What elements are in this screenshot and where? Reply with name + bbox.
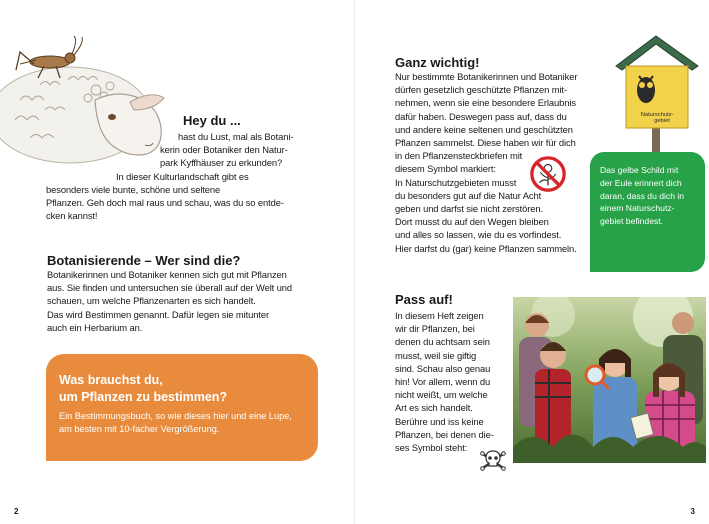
wichtig-line: Dort musst du auf den Wegen bleiben <box>395 216 549 228</box>
intro-line: park Kyffhäuser zu erkunden? <box>160 157 283 169</box>
left-page <box>0 0 354 524</box>
tip-box-title <box>59 372 227 406</box>
sign-label-line: gebiet <box>654 118 670 124</box>
wichtig-line: Nur bestimmte Botanikerinnen und Botaniker <box>395 71 578 82</box>
intro-line: besonders viele bunte, schöne und seltene <box>46 183 221 195</box>
intro-line: hast du Lust, mal als Botani- <box>178 131 294 142</box>
pass-line: hin! Vor allem, wenn du <box>395 376 491 388</box>
tip-title-line: um Pflanzen zu bestimmen? <box>59 390 228 404</box>
no-picking-plants-icon <box>529 155 567 193</box>
tip-box-orange <box>46 354 318 461</box>
bubble-line: einem Naturschutz- <box>600 203 675 214</box>
pass-line: sind. Schau also genau <box>395 362 491 374</box>
pass-line: Pflanzen, bei denen die- <box>395 428 494 440</box>
pass-line: nicht weißt, um welche <box>395 389 488 401</box>
intro-line: In dieser Kulturlandschaft gibt es <box>116 170 249 182</box>
wichtig-line: und alles so lassen, wie du es vorfindest. <box>395 229 562 241</box>
pass-line: musst, weil sie giftig <box>395 349 477 361</box>
botanisierende-line: aus. Sie finden und untersuchen sie überall auf der Welt und <box>47 282 293 294</box>
intro-line: cken kannst! <box>46 210 98 222</box>
tip-box-text <box>59 410 292 436</box>
sign-label-line: Naturschutz- <box>640 112 674 118</box>
wichtig-line: Hier darfst du (gar) keine Pflanzen sammeln. <box>395 242 577 254</box>
wichtig-line: In Naturschutzgebieten musst <box>395 176 517 188</box>
heading-ganz-wichtig: Ganz wichtig! <box>395 55 480 70</box>
page-number-right: 3 <box>690 507 695 516</box>
bubble-line: Das gelbe Schild mit <box>600 165 679 175</box>
pass-auf-text <box>395 309 505 454</box>
wichtig-line: du besonders gut auf die Natur Acht <box>395 189 542 201</box>
pass-line: ses Symbol steht: <box>395 442 468 454</box>
right-page <box>355 0 709 524</box>
pass-line: wir dir Pflanzen, bei <box>395 323 475 335</box>
wichtig-line: nehmen, wenn sie eine besondere Erlaubnis <box>395 97 576 109</box>
pass-line: Art es sich handelt. <box>395 402 473 414</box>
wichtig-line: diesem Symbol markiert: <box>395 163 496 175</box>
wichtig-line: und andere keine seltenen und geschützten <box>395 123 573 135</box>
botanisierende-line: Das wird Bestimmen genannt. Dafür legen sie mitunter <box>47 308 269 320</box>
botanisierende-line: schauen, um welche Pflanzenarten es sich handelt. <box>47 295 256 307</box>
tip-text-line: Ein Bestimmungsbuch, so wie dieses hier und eine Lupe, <box>59 411 292 421</box>
owl-nature-reserve-sign <box>608 30 703 170</box>
bubble-line: gebiet befindest. <box>600 216 664 227</box>
tip-text-line: am besten mit 10-facher Vergrößerung. <box>59 424 220 434</box>
botanisierende-text <box>47 268 327 334</box>
heading-hey-du: Hey du ... <box>183 113 241 128</box>
botanisierende-line: auch ein Herbarium an. <box>47 321 143 333</box>
heading-botanisierende: Botanisierende – Wer sind die? <box>47 253 241 268</box>
tip-title-line: Was brauchst du, <box>59 373 163 387</box>
botanisierende-line: Botanikerinnen und Botaniker kennen sich gut mit Pflanzen <box>47 269 287 280</box>
wichtig-line: dürfen gesetzlich geschützte Pflanzen mit- <box>395 84 567 96</box>
skull-crossbones-icon <box>479 448 507 472</box>
info-bubble-text <box>600 164 684 228</box>
bubble-line: der Eule erinnert dich <box>600 177 682 188</box>
info-bubble-green <box>590 152 705 272</box>
heading-pass-auf: Pass auf! <box>395 292 453 307</box>
pass-line: Berühre und iss keine <box>395 415 484 427</box>
intro-line: Pflanzen. Geh doch mal raus und schau, was du so entde- <box>46 197 284 209</box>
wichtig-line: geben und darfst sie nicht zerstören. <box>395 203 543 215</box>
intro-text <box>0 130 320 222</box>
wichtig-line: dafür haben. Deswegen pass auf, dass du <box>395 110 567 122</box>
wichtig-line: Pflanzen sammelst. Diese haben wir für dich <box>395 137 576 149</box>
pass-line: In diesem Heft zeigen <box>395 310 484 321</box>
bubble-line: daran, dass du dich in <box>600 190 685 201</box>
children-with-magnifying-glass-photo <box>513 297 706 463</box>
wichtig-line: in den Pflanzensteckbriefen mit <box>395 150 523 162</box>
intro-line: kerin oder Botaniker den Natur- <box>160 144 288 156</box>
page-number-left: 2 <box>14 507 19 516</box>
pass-line: denen du achtsam sein <box>395 336 490 348</box>
